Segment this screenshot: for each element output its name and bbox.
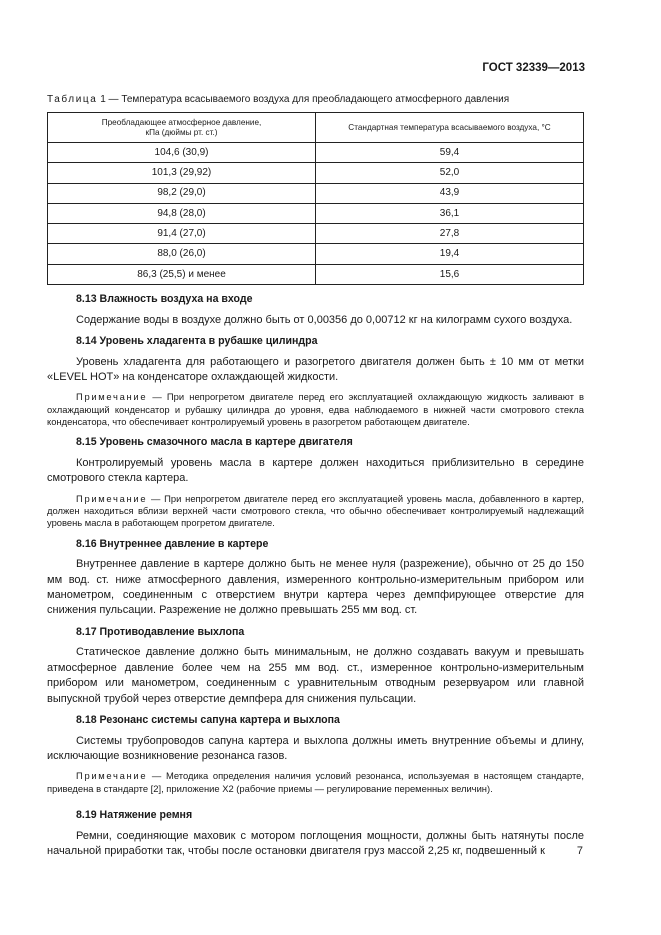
- section-8-14-title: 8.14 Уровень хладагента в рубашке цилиндра: [76, 335, 318, 347]
- pressure-temperature-table: [47, 112, 584, 285]
- temperature-cell: 19,4: [316, 244, 584, 264]
- temperature-cell: 15,6: [316, 264, 584, 284]
- pressure-cell: 91,4 (27,0): [48, 224, 316, 244]
- note-text: — При непрогретом двигателе перед его эксплуатацией охлаждающую жидкость заливают в охлаждающий конденсатор и рубашку цилиндра до уровня, едва наблюдаемого в нижней части смотрового стекла конденсатора, что обеспечивает контролируемый уровень в разогретом работающем двигателе.: [47, 391, 584, 427]
- table-row: [48, 244, 584, 264]
- document-id: ГОСТ 32339—2013: [482, 62, 585, 74]
- column-header-pressure: [48, 113, 316, 143]
- note-label: Примечание: [76, 492, 148, 504]
- column-header-temperature: Стандартная температура всасываемого воздуха, °С: [316, 113, 584, 143]
- temperature-cell: 59,4: [316, 143, 584, 163]
- table-row: [48, 224, 584, 244]
- table-row: [48, 183, 584, 203]
- note-label: Примечание: [76, 391, 148, 403]
- temperature-cell: 43,9: [316, 183, 584, 203]
- table-caption-text: 1 — Температура всасываемого воздуха для преобладающего атмосферного давления: [97, 94, 510, 105]
- page-number: 7: [576, 845, 583, 857]
- temperature-cell: 52,0: [316, 163, 584, 183]
- temperature-cell: 27,8: [316, 224, 584, 244]
- section-8-18-title: 8.18 Резонанс системы сапуна картера и выхлопа: [76, 714, 340, 727]
- section-8-14-note: [47, 391, 584, 428]
- section-8-15-note: [47, 493, 584, 530]
- table-row: [48, 163, 584, 183]
- note-text: — При непрогретом двигателе перед его эксплуатацией уровень масла, добавленного в картер, должен находиться вблизи верхней части смотрового стекла, что обычно обеспечивает контролируемый надлежащий уровень масла в работающем прогретом двигателе.: [47, 492, 584, 529]
- table-row: [48, 203, 584, 223]
- section-8-14-text: Уровень хладагента для работающего и разогретого двигателя должен быть ± 10 мм от метки «LEVEL HOT» на конденсаторе охлаждающей жидкости.: [47, 355, 584, 383]
- section-8-13-text: Содержание воды в воздухе должно быть от 0,00356 до 0,00712 кг на килограмм сухого воздуха.: [76, 313, 573, 326]
- section-8-15-title: 8.15 Уровень смазочного масла в картере двигателя: [76, 436, 353, 449]
- note-text: — Методика определения наличия условий резонанса, используемая в настоящем стандарте, приведена в стандарте [2], приложение Х2 (рабочие приемы — регулирование переменных величин).: [47, 770, 584, 794]
- pressure-cell: 88,0 (26,0): [48, 244, 316, 264]
- table-row: [48, 264, 584, 284]
- pressure-cell: 101,3 (29,92): [48, 163, 316, 183]
- section-8-17-text: Статическое давление должно быть минимальным, не должно создавать вакуум и превышать атмосферное давление более чем на 255 мм вод. ст., измеренное контрольно-измерительным прибором или манометром, соединенным с уравнительным отводным резервуаром или главной выпускной трубой через отверстие демпфера для снижения пульсации.: [47, 646, 584, 705]
- pressure-cell: 86,3 (25,5) и менее: [48, 264, 316, 284]
- section-8-16-text: Внутреннее давление в картере должно быть не менее нуля (разрежение), обычно от 25 до 150 мм вод. ст. ниже атмосферного давления, измеренного контрольно-измерительным прибором или манометром, соединенным с отверстием внутри картера через демпфирующее отверстие для снижения пульсации. Разрежение не должно превышать 255 мм вод. ст.: [47, 558, 584, 617]
- section-8-15-text: Контролируемый уровень масла в картере должен находиться приблизительно в середине смотрового стекла картера.: [47, 456, 584, 485]
- table-caption-label: Таблица: [47, 94, 98, 105]
- pressure-cell: 98,2 (29,0): [48, 183, 316, 203]
- table-header-row: [48, 113, 584, 143]
- pressure-cell: 104,6 (30,9): [48, 143, 316, 163]
- column-header-pressure-line1: Преобладающее атмосферное давление,: [101, 117, 262, 127]
- table-row: [48, 143, 584, 163]
- section-8-19-title: 8.19 Натяжение ремня: [76, 809, 193, 822]
- section-8-16-title: 8.16 Внутреннее давление в картере: [76, 537, 269, 550]
- document-body: [47, 292, 584, 865]
- column-header-pressure-line2: кПа (дюймы рт. ст.): [145, 127, 218, 137]
- section-8-18-text: Системы трубопроводов сапуна картера и выхлопа должны иметь внутренние объемы и длину, исключающие возникновение резонанса газов.: [47, 734, 584, 763]
- table-caption: [47, 92, 607, 108]
- section-8-19-text: Ремни, соединяющие маховик с мотором поглощения мощности, должны быть натянуты после начальной приработки так, чтобы после остановки двигателя груз массой 2,25 кг, подвешенный к: [47, 829, 584, 858]
- pressure-cell: 94,8 (28,0): [48, 203, 316, 223]
- note-label: Примечание: [76, 770, 148, 782]
- temperature-cell: 36,1: [316, 203, 584, 223]
- section-8-18-note: [47, 770, 584, 795]
- section-8-17-title: 8.17 Противодавление выхлопа: [76, 625, 245, 638]
- section-8-13-title: 8.13 Влажность воздуха на входе: [76, 293, 253, 305]
